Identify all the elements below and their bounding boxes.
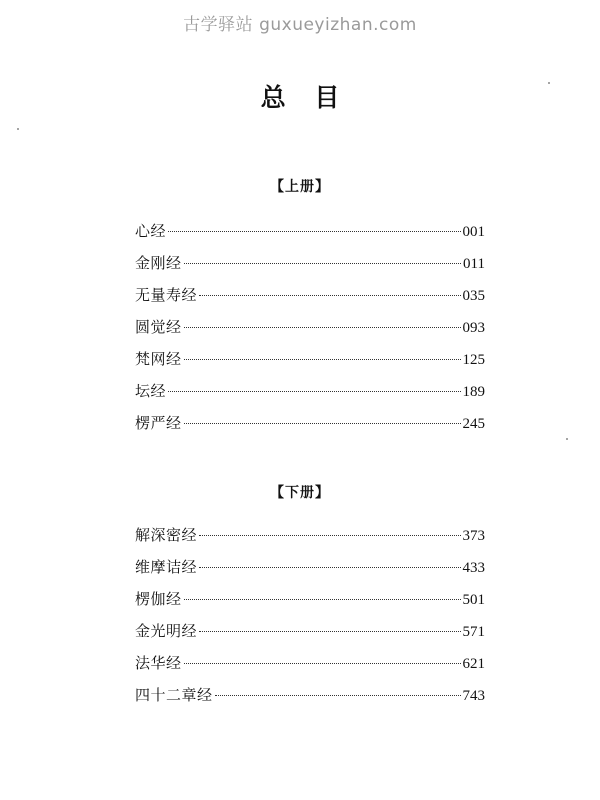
toc-entry-page: 189 <box>462 384 485 400</box>
toc-entry <box>135 284 485 316</box>
dot-leader <box>199 631 460 632</box>
toc-entry-title: 梵网经 <box>135 350 182 368</box>
dot-leader <box>184 327 461 328</box>
toc-entry-title: 四十二章经 <box>135 686 213 704</box>
dot-leader <box>184 359 461 360</box>
toc-entry <box>135 524 485 556</box>
upper-volume-list <box>135 220 485 444</box>
toc-entry-title: 金刚经 <box>135 254 182 272</box>
toc-entry-title: 解深密经 <box>135 526 198 544</box>
dot-leader <box>184 663 461 664</box>
toc-entry <box>135 252 485 284</box>
toc-entry-page: 001 <box>462 224 485 240</box>
toc-entry <box>135 316 485 348</box>
toc-entry <box>135 412 485 444</box>
dot-leader <box>184 599 461 600</box>
toc-entry <box>135 620 485 652</box>
toc-entry-page: 621 <box>462 656 485 672</box>
toc-entry-title: 楞严经 <box>135 414 182 432</box>
toc-entry-page: 501 <box>462 592 485 608</box>
toc-entry <box>135 588 485 620</box>
toc-entry-page: 125 <box>462 352 485 368</box>
watermark: 古学驿站 guxueyizhan.com <box>183 15 417 35</box>
lower-volume-heading: 【下册】 <box>270 485 330 501</box>
toc-entry-title: 楞伽经 <box>135 590 182 608</box>
toc-entry-page: 743 <box>462 688 485 704</box>
dot-leader <box>168 391 460 392</box>
toc-entry <box>135 380 485 412</box>
scan-speck <box>17 128 19 130</box>
toc-entry-title: 圆觉经 <box>135 318 182 336</box>
toc-entry-title: 心经 <box>135 222 167 240</box>
scan-speck <box>566 438 568 440</box>
toc-entry <box>135 556 485 588</box>
toc-entry-page: 093 <box>462 320 485 336</box>
lower-volume-list <box>135 524 485 716</box>
toc-entry-page: 373 <box>462 528 485 544</box>
toc-entry-page: 035 <box>462 288 485 304</box>
toc-entry <box>135 684 485 716</box>
page-title: 总 目 <box>260 83 350 112</box>
scan-speck <box>548 82 550 84</box>
toc-entry <box>135 348 485 380</box>
toc-entry <box>135 652 485 684</box>
toc-entry-title: 无量寿经 <box>135 286 198 304</box>
dot-leader <box>184 263 462 264</box>
dot-leader <box>168 231 460 232</box>
toc-entry-page: 433 <box>462 560 485 576</box>
toc-entry-page: 245 <box>462 416 485 432</box>
upper-volume-heading: 【上册】 <box>270 179 330 195</box>
toc-entry <box>135 220 485 252</box>
dot-leader <box>215 695 461 696</box>
dot-leader <box>199 295 460 296</box>
toc-entry-page: 571 <box>462 624 485 640</box>
toc-entry-title: 维摩诘经 <box>135 558 198 576</box>
dot-leader <box>199 535 460 536</box>
toc-entry-title: 法华经 <box>135 654 182 672</box>
toc-entry-title: 金光明经 <box>135 622 198 640</box>
dot-leader <box>184 423 461 424</box>
toc-entry-page: 011 <box>463 256 485 272</box>
dot-leader <box>199 567 460 568</box>
toc-entry-title: 坛经 <box>135 382 167 400</box>
